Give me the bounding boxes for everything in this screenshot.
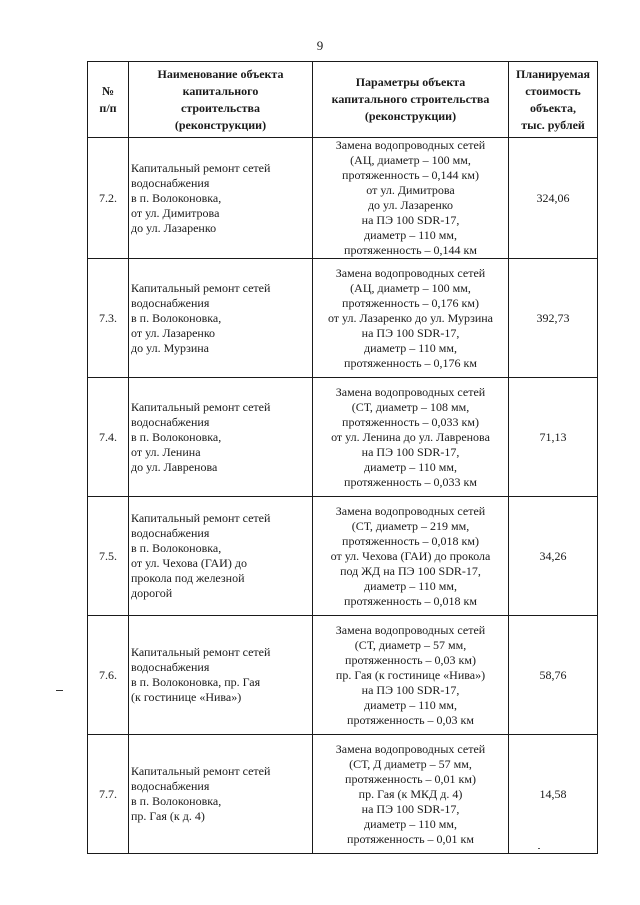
object-name	[129, 259, 313, 378]
name-line: в п. Волоконовка,	[131, 310, 222, 325]
name-line: пр. Гая (к д. 4)	[131, 809, 205, 823]
name-line: водоснабжения	[131, 526, 210, 540]
page-number: 9	[316, 38, 324, 53]
params-line: протяженность – 0,176 км	[344, 355, 477, 370]
params-line: (СТ, Д диаметр – 57 мм,	[349, 756, 472, 771]
table-header-row	[88, 62, 598, 138]
header-line: №	[101, 83, 115, 98]
name-line: дорогой	[131, 586, 173, 600]
header-line: (реконструкции)	[174, 117, 267, 132]
header-line: объекта,	[530, 100, 576, 115]
object-name	[129, 138, 313, 259]
name-line: водоснабжения	[131, 414, 210, 429]
name-line: в п. Волоконовка,	[131, 794, 222, 808]
row-number: 7.5.	[88, 497, 129, 616]
params-line: Замена водопроводных сетей	[335, 138, 486, 152]
params-line: Замена водопроводных сетей	[335, 384, 486, 399]
params-line: на ПЭ 100 SDR-17,	[361, 444, 460, 459]
params-line: протяженность – 0,03 км	[347, 712, 474, 727]
object-params	[313, 138, 509, 259]
params-line: (СТ, диаметр – 108 мм,	[351, 399, 470, 414]
name-line: до ул. Мурзина	[131, 340, 209, 355]
name-line: водоснабжения	[131, 779, 210, 793]
table-row	[88, 138, 598, 259]
params-line: диаметр – 110 мм,	[364, 578, 457, 593]
header-line: Параметры объекта	[355, 75, 466, 89]
header-line: стоимость	[525, 83, 581, 98]
name-line: в п. Волоконовка,	[131, 429, 222, 444]
params-line: (СТ, диаметр – 219 мм,	[351, 518, 470, 533]
header-line: капитального строительства	[331, 92, 490, 106]
header-line: п/п	[99, 100, 117, 115]
table-row	[88, 259, 598, 378]
margin-mark	[56, 690, 63, 691]
name-line: прокола под железной	[131, 571, 245, 585]
name-line: Капитальный ремонт сетей	[131, 160, 271, 175]
header-line: (реконструкции)	[364, 109, 457, 123]
name-line: (к гостинице «Нива»)	[131, 690, 242, 704]
name-line: от ул. Димитрова	[131, 205, 220, 220]
table-row	[88, 616, 598, 735]
header-line: Планируемая	[516, 66, 590, 81]
params-line: диаметр – 110 мм,	[364, 340, 457, 355]
params-line: протяженность – 0,176 км)	[342, 295, 479, 310]
name-line: водоснабжения	[131, 295, 210, 310]
name-line: водоснабжения	[131, 175, 210, 190]
params-line: (АЦ, диаметр – 100 мм,	[350, 153, 471, 167]
object-name	[129, 378, 313, 497]
header-planned-cost	[509, 62, 598, 138]
params-line: протяженность – 0,144 км	[344, 243, 477, 257]
params-line: диаметр – 110 мм,	[364, 228, 457, 242]
params-line: пр. Гая (к МКД д. 4)	[358, 786, 463, 801]
name-line: Капитальный ремонт сетей	[131, 399, 271, 414]
params-line: диаметр – 110 мм,	[364, 816, 457, 831]
params-line: пр. Гая (к гостинице «Нива»)	[335, 667, 486, 682]
object-params	[313, 259, 509, 378]
row-number: 7.3.	[88, 259, 129, 378]
params-line: протяженность – 0,033 км)	[342, 414, 479, 429]
params-line: на ПЭ 100 SDR-17,	[361, 213, 460, 227]
params-line: диаметр – 110 мм,	[364, 459, 457, 474]
params-line: протяженность – 0,018 км)	[342, 533, 479, 548]
name-line: Капитальный ремонт сетей	[131, 280, 271, 295]
table-row	[88, 378, 598, 497]
params-line: до ул. Лазаренко	[367, 198, 454, 212]
row-number: 7.4.	[88, 378, 129, 497]
header-line: Наименование объекта	[157, 66, 284, 81]
planned-cost: 71,13	[509, 378, 598, 497]
params-line: на ПЭ 100 SDR-17,	[361, 325, 460, 340]
name-line: в п. Волоконовка,	[131, 190, 222, 205]
name-line: от ул. Ленина	[131, 444, 201, 459]
params-line: диаметр – 110 мм,	[364, 697, 457, 712]
header-number	[88, 62, 129, 138]
header-line: строительства	[181, 100, 260, 115]
params-line: протяженность – 0,01 км)	[345, 771, 476, 786]
object-name	[129, 616, 313, 735]
object-params	[313, 378, 509, 497]
row-number: 7.6.	[88, 616, 129, 735]
params-line: протяженность – 0,144 км)	[342, 168, 479, 182]
table-row	[88, 497, 598, 616]
row-number: 7.7.	[88, 735, 129, 854]
params-line: (СТ, диаметр – 57 мм,	[354, 637, 467, 652]
planned-cost: 392,73	[509, 259, 598, 378]
params-line: протяженность – 0,018 км	[344, 593, 477, 608]
name-line: от ул. Лазаренко	[131, 325, 216, 340]
params-line: (АЦ, диаметр – 100 мм,	[350, 280, 471, 295]
params-line: протяженность – 0,01 км	[347, 831, 474, 846]
planned-cost: 324,06	[509, 138, 598, 259]
params-line: Замена водопроводных сетей	[335, 741, 486, 756]
planned-cost: 14,58	[509, 735, 598, 854]
row-number: 7.2.	[88, 138, 129, 259]
header-object-name	[129, 62, 313, 138]
table-row	[88, 735, 598, 854]
params-line: протяженность – 0,033 км	[344, 474, 477, 489]
object-params	[313, 616, 509, 735]
name-line: Капитальный ремонт сетей	[131, 764, 271, 778]
works-table	[87, 61, 598, 854]
object-name	[129, 735, 313, 854]
params-line: протяженность – 0,03 км)	[345, 652, 476, 667]
header-object-params	[313, 62, 509, 138]
name-line: до ул. Лавренова	[131, 459, 218, 474]
name-line: в п. Волоконовка, пр. Гая	[131, 675, 261, 689]
header-line: тыс. рублей	[521, 117, 585, 132]
params-line: Замена водопроводных сетей	[335, 265, 486, 280]
params-line: на ПЭ 100 SDR-17,	[361, 682, 460, 697]
name-line: до ул. Лазаренко	[131, 220, 217, 235]
params-line: от ул. Ленина до ул. Лавренова	[331, 429, 490, 444]
params-line: Замена водопроводных сетей	[335, 622, 486, 637]
header-line: капитального	[182, 83, 259, 98]
name-line: водоснабжения	[131, 660, 210, 674]
params-line: на ПЭ 100 SDR-17,	[361, 801, 460, 816]
params-line: от ул. Лазаренко до ул. Мурзина	[327, 310, 494, 325]
params-line: Замена водопроводных сетей	[335, 503, 486, 518]
object-params	[313, 497, 509, 616]
params-line: под ЖД на ПЭ 100 SDR-17,	[340, 563, 481, 578]
params-line: от ул. Чехова (ГАИ) до прокола	[330, 548, 491, 563]
name-line: в п. Волоконовка,	[131, 541, 222, 555]
planned-cost: 34,26	[509, 497, 598, 616]
object-name	[129, 497, 313, 616]
name-line: от ул. Чехова (ГАИ) до	[131, 556, 247, 570]
name-line: Капитальный ремонт сетей	[131, 511, 271, 525]
object-params	[313, 735, 509, 854]
params-line: от ул. Димитрова	[366, 183, 455, 197]
planned-cost: 58,76	[509, 616, 598, 735]
name-line: Капитальный ремонт сетей	[131, 645, 271, 659]
